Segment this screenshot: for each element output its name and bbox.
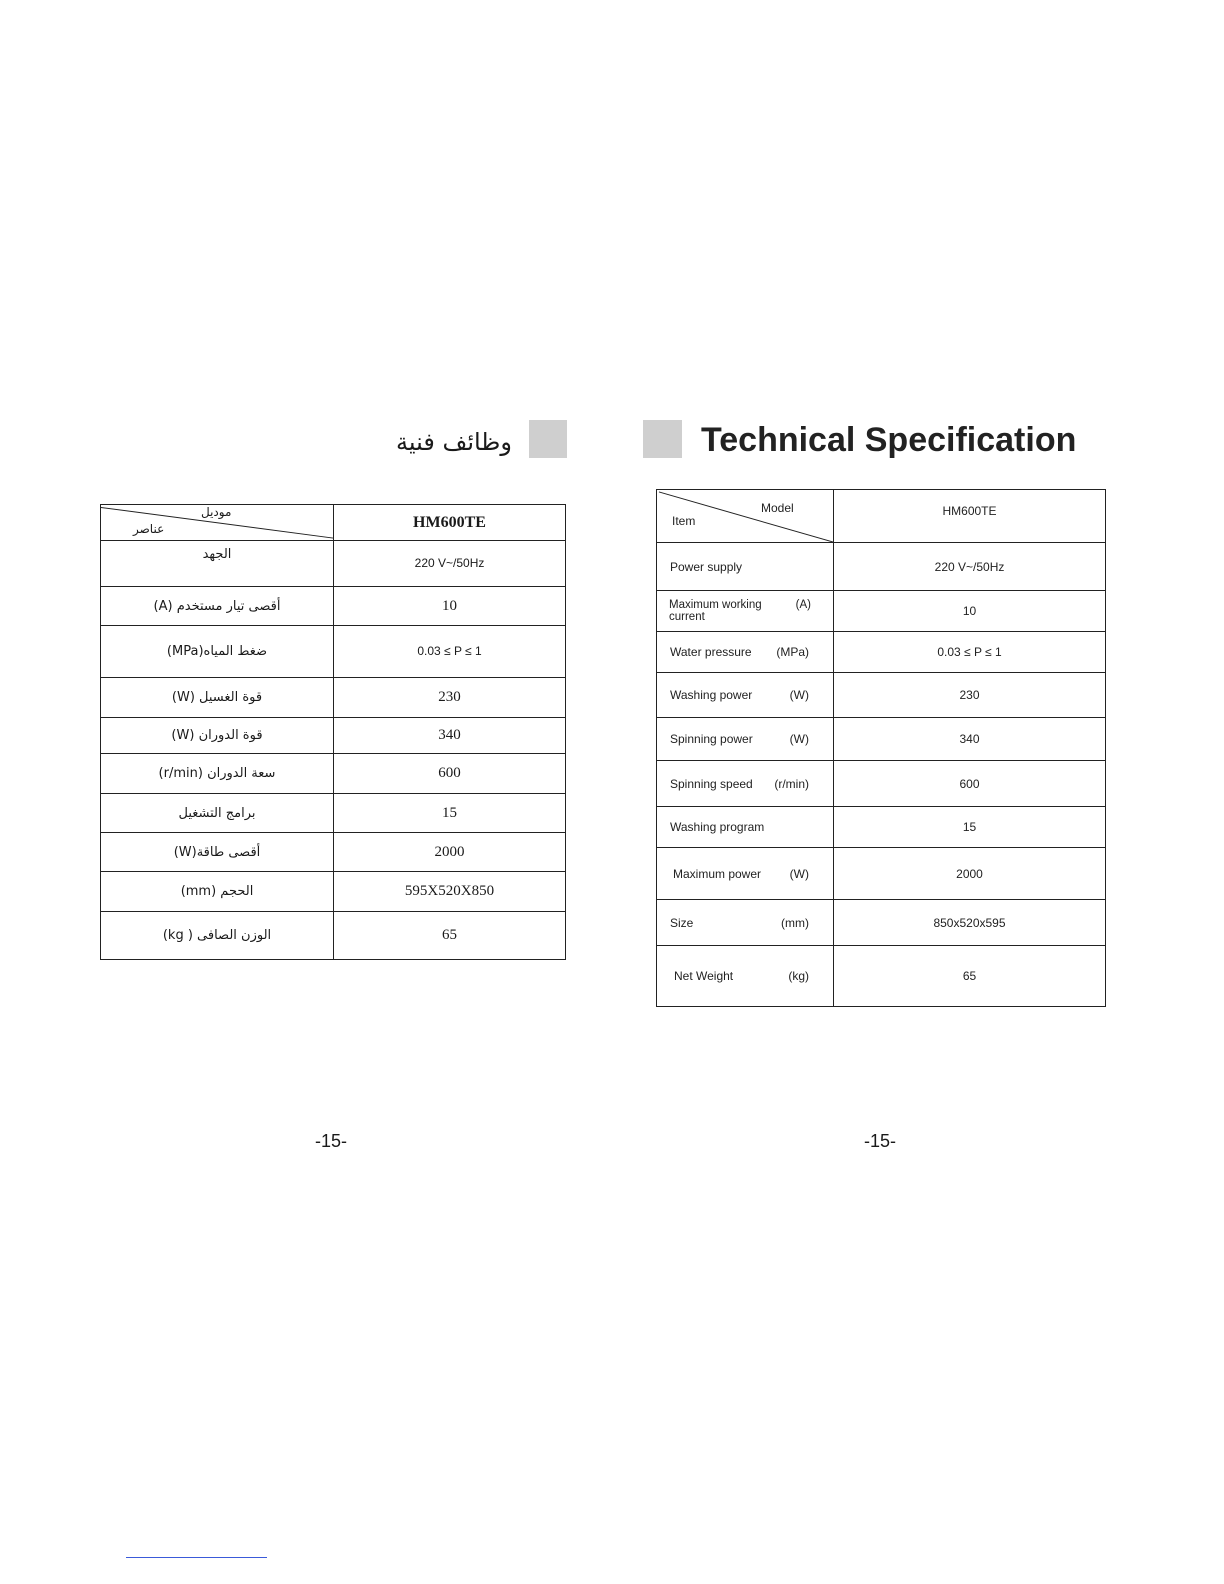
arabic-model-label: موديل <box>201 505 232 519</box>
arabic-model-name: HM600TE <box>413 513 486 531</box>
row-value: 2000 <box>334 833 566 872</box>
row-unit: (MPa) <box>776 645 809 659</box>
row-label <box>657 807 834 848</box>
row-label <box>657 543 834 591</box>
row-value: 65 <box>334 912 566 960</box>
footer-link-underline <box>126 1557 267 1558</box>
row-label: قوة الدوران (W) <box>101 718 334 754</box>
row-label: الجهد <box>101 541 334 587</box>
english-title: Technical Specification <box>701 421 1077 459</box>
english-item-label: Item <box>672 514 696 528</box>
row-label-text: Power supply <box>670 559 743 574</box>
row-value: 340 <box>834 718 1106 761</box>
table-row <box>101 626 566 678</box>
english-title-marker <box>643 420 682 458</box>
row-label: الوزن الصافى ( kg) <box>101 912 334 960</box>
row-label-text: Washing program <box>670 820 765 834</box>
row-value <box>334 541 566 587</box>
row-value: 595X520X850 <box>334 872 566 912</box>
table-row <box>657 591 1106 632</box>
row-value: 600 <box>834 761 1106 807</box>
row-label-text: Size <box>670 915 694 930</box>
english-model-label: Model <box>761 501 794 515</box>
row-value <box>334 626 566 678</box>
row-value: 600 <box>334 754 566 794</box>
table-row <box>101 872 566 912</box>
row-label: أقصى طاقة(W) <box>101 833 334 872</box>
row-value: 10 <box>334 587 566 626</box>
row-unit: (r/min) <box>774 776 809 791</box>
english-header-diagonal-cell <box>657 490 834 543</box>
arabic-title: وظائف فنية <box>396 428 512 456</box>
row-label-text: Net Weight <box>674 969 734 983</box>
row-label <box>657 673 834 718</box>
table-row <box>657 718 1106 761</box>
row-unit: (W) <box>789 732 809 746</box>
arabic-spec-table <box>100 504 566 960</box>
table-row <box>101 754 566 794</box>
table-row <box>657 673 1106 718</box>
row-value: 230 <box>334 678 566 718</box>
row-label: برامج التشغيل <box>101 794 334 833</box>
table-row <box>657 900 1106 946</box>
table-row <box>657 807 1106 848</box>
table-row <box>657 848 1106 900</box>
row-value: 220 V~/50Hz <box>834 543 1106 591</box>
table-row <box>657 632 1106 673</box>
row-label <box>657 761 834 807</box>
row-label: ضغط المياه(MPa) <box>101 626 334 678</box>
row-label: الحجم (mm) <box>101 872 334 912</box>
row-label: سعة الدوران (r/min) <box>101 754 334 794</box>
table-row <box>101 541 566 587</box>
row-label <box>657 848 834 900</box>
row-value: 15 <box>834 807 1106 848</box>
table-row <box>101 678 566 718</box>
table-row <box>101 833 566 872</box>
row-label-text: Maximum power <box>673 866 762 881</box>
row-value: 15 <box>334 794 566 833</box>
arabic-header-diagonal-cell <box>101 505 334 541</box>
row-label-text: Maximum working current <box>669 599 762 623</box>
row-unit: (kg) <box>788 969 809 983</box>
table-row <box>101 587 566 626</box>
row-label <box>657 946 834 1007</box>
row-label: أقصى تيار مستخدم (A) <box>101 587 334 626</box>
arabic-model-cell <box>334 505 566 541</box>
row-label <box>657 900 834 946</box>
row-label-text: Water pressure <box>670 645 752 659</box>
row-label <box>657 718 834 761</box>
row-value: 230 <box>834 673 1106 718</box>
row-value: 2000 <box>834 848 1106 900</box>
arabic-page-number: -15- <box>314 1131 347 1151</box>
row-label <box>657 591 834 632</box>
table-row <box>101 794 566 833</box>
row-label-text: Spinning speed <box>670 776 753 791</box>
english-page-number: -15- <box>863 1131 896 1151</box>
table-row <box>657 543 1106 591</box>
arabic-items-label: عناصر <box>133 522 165 536</box>
english-spec-table <box>656 489 1106 1007</box>
table-row <box>101 718 566 754</box>
row-value-text: 220 V~/50Hz <box>414 556 485 570</box>
row-value: 65 <box>834 946 1106 1007</box>
english-model-name: HM600TE <box>834 490 1106 543</box>
table-row <box>657 946 1106 1007</box>
row-value-text: 0.03 ≤ P ≤ 1 <box>417 644 482 658</box>
row-unit: (mm) <box>781 915 809 930</box>
row-value: 0.03 ≤ P ≤ 1 <box>834 632 1106 673</box>
row-label-text: Spinning power <box>670 732 753 746</box>
row-label-text: Washing power <box>670 688 753 702</box>
row-label: قوة الغسيل (W) <box>101 678 334 718</box>
row-value: 850x520x595 <box>834 900 1106 946</box>
arabic-title-marker <box>529 420 567 458</box>
row-unit: (A) <box>795 599 811 611</box>
row-unit: (W) <box>789 866 809 881</box>
table-row <box>101 912 566 960</box>
row-label <box>657 632 834 673</box>
table-row <box>657 761 1106 807</box>
row-value: 10 <box>834 591 1106 632</box>
row-value: 340 <box>334 718 566 754</box>
arabic-header-row <box>101 505 566 541</box>
english-header-row <box>657 490 1106 543</box>
row-unit: (W) <box>789 688 809 702</box>
